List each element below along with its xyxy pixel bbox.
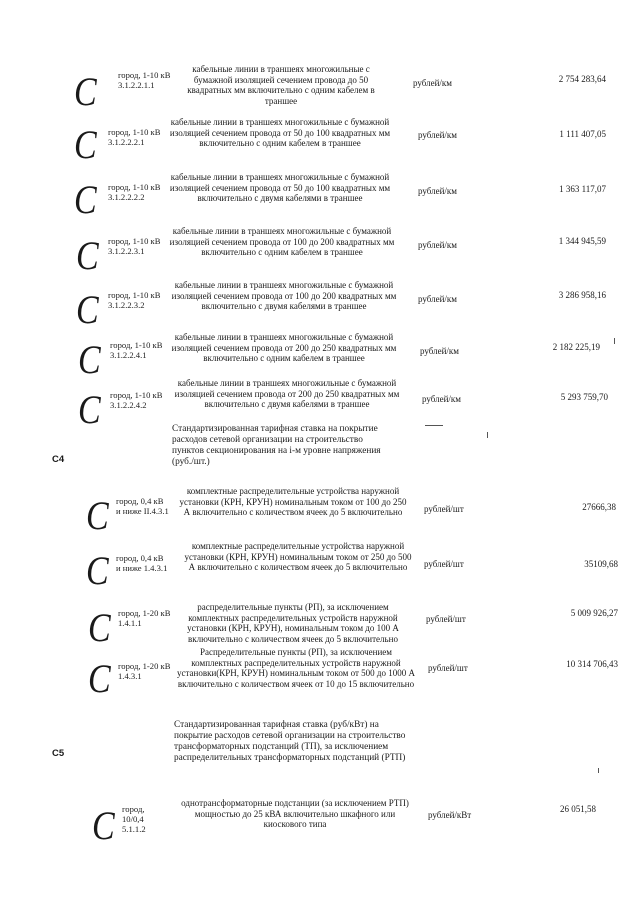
price-cell: 1 363 117,07 (559, 184, 606, 194)
table-row (0, 168, 639, 226)
code-cell: город, 1-10 кВ 3.1.2.2.2.2 (108, 182, 161, 202)
table-row (0, 645, 639, 705)
code-cell: город, 1-10 кВ 3.1.2.2.4.2 (110, 390, 163, 410)
price-cell: 1 344 945,59 (558, 236, 606, 246)
code-cell: город, 1-10 кВ 3.1.2.2.4.1 (110, 340, 163, 360)
table-row (0, 600, 639, 648)
code-cell: город, 1-20 кВ 1.4.3.1 (118, 661, 171, 681)
code-cell: город, 1-10 кВ 3.1.2.2.3.2 (108, 290, 161, 310)
c-symbol: C (86, 548, 109, 593)
c-symbol: C (74, 69, 97, 114)
unit-cell: рублей/кВт (428, 810, 472, 820)
price-cell: 2 754 283,64 (558, 74, 606, 84)
c-symbol: C (76, 287, 99, 332)
c-symbol: C (88, 656, 111, 701)
code-cell: город, 0,4 кВ и ниже 1.4.3.1 (116, 553, 168, 573)
price-cell: 27666,38 (582, 502, 616, 512)
c-symbol: C (86, 493, 109, 538)
section-label: C5 (52, 748, 65, 759)
section-description: Стандартизированная тарифная ставка на покрытие расходов сетевой организации на строительство пунктов секционирования на i-м уровне напряжения (руб./шт.) (172, 424, 381, 467)
unit-cell: рублей/км (420, 346, 459, 356)
scan-mark (598, 768, 599, 773)
unit-cell: рублей/км (418, 186, 457, 196)
unit-cell: рублей/км (418, 240, 457, 250)
description-cell: кабельные линии в траншеях многожильные с бумажной изоляцией сечением провода от 50 до 100 квадратных мм включительно с двумя кабелями в траншее (169, 172, 391, 204)
section-description: Стандартизированная тарифная ставка (руб/кВт) на покрытие расходов сетевой организации на строительство трансформаторных подстанций (ТП), за исключением распределительных трансформаторных подстанций (РТП) (174, 720, 406, 763)
price-cell: 3 286 958,16 (558, 290, 606, 300)
price-cell: 5 009 926,27 (570, 608, 618, 618)
c-symbol: C (78, 387, 101, 432)
c-symbol: C (92, 803, 115, 848)
table-row (0, 796, 639, 846)
price-cell: 35109,68 (584, 559, 618, 569)
code-cell: город, 1-10 кВ 3.1.2.2.3.1 (108, 236, 161, 256)
c-symbol: C (88, 605, 111, 650)
description-cell: кабельные линии в траншеях многожильные с бумажной изоляцией сечением провода до 50 квадратных мм включительно с одним кабелем в траншее (187, 64, 375, 106)
price-cell: 10 314 706,43 (566, 659, 618, 669)
description-cell: распределительные пункты (РП), за исключением комплектных распределительных устройств наружной установки (КРН, КРУН), номинальным током до 100 А включительно с количеством ячеек до 5 включительно (187, 602, 399, 644)
scan-mark (487, 432, 488, 438)
table-row (0, 222, 639, 278)
unit-cell: рублей/км (413, 78, 452, 88)
table-row (0, 113, 639, 171)
unit-cell: рублей/км (418, 294, 457, 304)
c-symbol: C (76, 233, 99, 278)
unit-cell: рублей/шт (424, 504, 464, 514)
code-cell: город, 1-10 кВ 3.1.2.2.2.1 (108, 127, 161, 147)
code-cell: город, 10/0,4 5.1.1.2 (122, 804, 146, 834)
description-cell: комплектные распределительные устройства наружной установки (КРН, КРУН) номинальным током от 100 до 250 А включительно с количеством ячеек до 5 включительно (179, 486, 407, 518)
code-cell: город, 1-20 кВ 1.4.1.1 (118, 608, 171, 628)
section-c4-header (0, 420, 639, 476)
unit-cell: рублей/шт (426, 614, 466, 624)
description-cell: кабельные линии в траншеях многожильные с бумажной изоляцией сечением провода от 50 до 100 квадратных мм включительно с одним кабелем в траншее (169, 117, 391, 149)
price-cell: 2 182 225,19 (552, 342, 600, 352)
code-cell: город, 1-10 кВ 3.1.2.2.1.1 (118, 70, 171, 90)
description-cell: комплектные распределительные устройства наружной установки (КРН, КРУН) номинальным током от 250 до 500 А включительно с количеством ячеек до 5 включительно (184, 541, 412, 573)
price-cell: 5 293 759,70 (560, 392, 608, 402)
description-cell: Распределительные пункты (РП), за исключением комплектных распределительных устройств наружной установки(КРН, КРУН) номинальным током от 500 до 1000 А включительно с количеством ячеек от 10 до 15 включительно (176, 647, 416, 689)
c-symbol: C (78, 337, 101, 382)
table-row (0, 482, 639, 538)
c-symbol: C (74, 177, 97, 222)
section-c5-header (0, 716, 639, 780)
price-cell: 26 051,58 (560, 804, 596, 814)
description-cell: однотрансформаторные подстанции (за исключением РТП) мощностью до 25 кВА включительно шкафного или киоскового типа (181, 798, 409, 830)
description-cell: кабельные линии в траншеях многожильные с бумажной изоляцией сечением провода от 200 до 250 квадратных мм включительно с двумя кабелями в траншее (174, 378, 400, 410)
section-label: C4 (52, 454, 65, 465)
code-cell: город, 0,4 кВ и ниже II.4.3.1 (116, 496, 169, 516)
table-row (0, 537, 639, 593)
unit-cell: рублей/км (422, 394, 461, 404)
unit-cell: рублей/шт (428, 663, 468, 673)
unit-cell: рублей/шт (424, 559, 464, 569)
price-cell: 1 111 407,05 (559, 129, 606, 139)
description-cell: кабельные линии в траншеях многожильные с бумажной изоляцией сечением провода от 200 до 250 квадратных мм включительно с одним кабелем в траншее (171, 332, 397, 364)
scan-mark (425, 425, 443, 426)
c-symbol: C (74, 122, 97, 167)
description-cell: кабельные линии в траншеях многожильные с бумажной изоляцией сечением провода от 100 до 200 квадратных мм включительно с одним кабелем в траншее (169, 226, 395, 258)
unit-cell: рублей/км (418, 130, 457, 140)
description-cell: кабельные линии в траншеях многожильные с бумажной изоляцией сечением провода от 100 до 200 квадратных мм включительно с двумя кабелями в траншее (171, 280, 397, 312)
scan-mark (614, 338, 615, 344)
